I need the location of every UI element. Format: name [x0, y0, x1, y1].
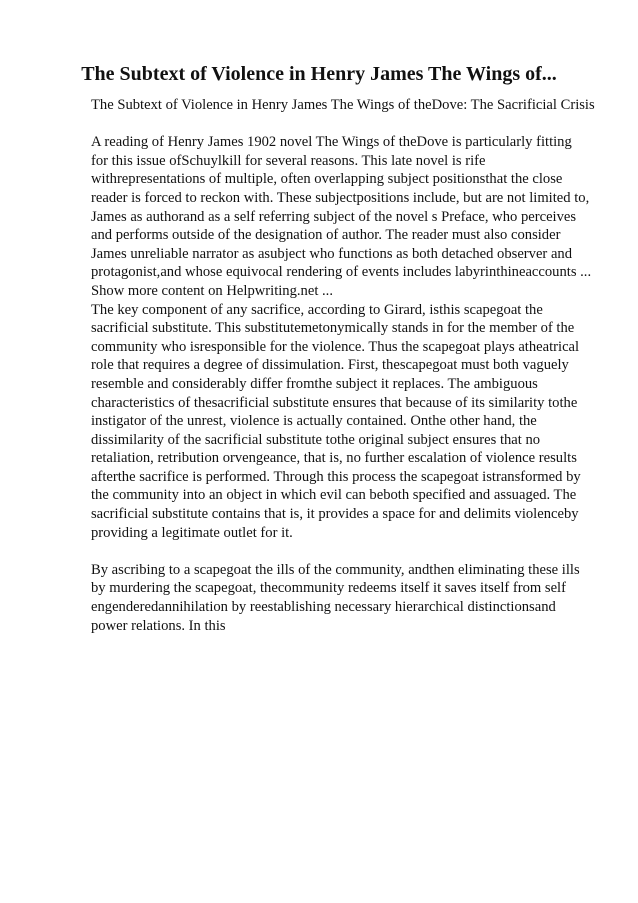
text-line: the community into an object in which evil can beboth specified and assuaged. The [91, 487, 577, 504]
text-line: role that requires a degree of dissimulation. First, thescapegoat must both vaguely [91, 357, 569, 374]
text-line: characteristics of thesacrificial substitute ensures that because of its similarity tothe [91, 394, 578, 411]
text-line: By ascribing to a scapegoat the ills of the community, andthen eliminating these ills [91, 561, 580, 578]
text-line: James as authorand as a self referring subject of the novel s Preface, who perceives [91, 208, 577, 225]
paragraph-gap [91, 115, 611, 134]
text-line: A reading of Henry James 1902 novel The Wings of theDove is particularly fitting [91, 134, 572, 151]
text-line: community who isresponsible for the violence. Thus the scapegoat plays atheatrical [91, 338, 580, 355]
text-line: power relations. In this [91, 617, 226, 634]
text-line: afterthe sacrifice is performed. Through this process the scapegoat istransformed by [91, 468, 581, 485]
text-line: retaliation, retribution orvengeance, that is, no further escalation of violence results [91, 450, 577, 467]
text-line: by murdering the scapegoat, thecommunity redeems itself it saves itself from self [91, 580, 566, 597]
text-line: protagonist,and whose equivocal rendering of events includes labyrinthineaccounts ... [91, 264, 592, 281]
paragraph-gap [91, 542, 611, 561]
text-line: for this issue ofSchuylkill for several reasons. This late novel is rife [91, 152, 486, 169]
text-line: engenderedannihilation by reestablishing necessary hierarchical distinctionsand [91, 599, 556, 616]
text-line: instigator of the unrest, violence is actually contained. Onthe other hand, the [91, 413, 537, 430]
text-line: dissimilarity of the sacrificial substitute tothe original subject ensures that no [91, 431, 541, 448]
text-line: withrepresentations of multiple, often overlapping subject positionsthat the close [91, 171, 563, 188]
document-body [91, 96, 611, 635]
text-line: resemble and considerably differ fromthe subject it replaces. The ambiguous [91, 375, 538, 392]
document-title: The Subtext of Violence in Henry James The Wings of... [81, 63, 557, 85]
text-line: sacrificial substitute. This substitutemetonymically stands in for the member of the [91, 320, 575, 337]
paragraph-1 [91, 133, 611, 542]
text-line: and performs outside of the designation of author. The reader must also consider [91, 227, 561, 244]
text-line: providing a legitimate outlet for it. [91, 524, 293, 541]
show-more-line: Show more content on Helpwriting.net ... [91, 282, 333, 299]
text-line: reader is forced to reckon with. These subjectpositions include, but are not limited to, [91, 189, 590, 206]
paragraph-2 [91, 561, 611, 635]
subtitle-line: The Subtext of Violence in Henry James The Wings of theDove: The Sacrificial Crisis [91, 97, 595, 113]
text-line: The key component of any sacrifice, according to Girard, isthis scapegoat the [91, 301, 543, 318]
text-line: sacrificial substitute contains that is, it provides a space for and delimits violenceby [91, 506, 579, 523]
text-line: James unreliable narrator as asubject who functions as both detached observer and [91, 245, 573, 262]
